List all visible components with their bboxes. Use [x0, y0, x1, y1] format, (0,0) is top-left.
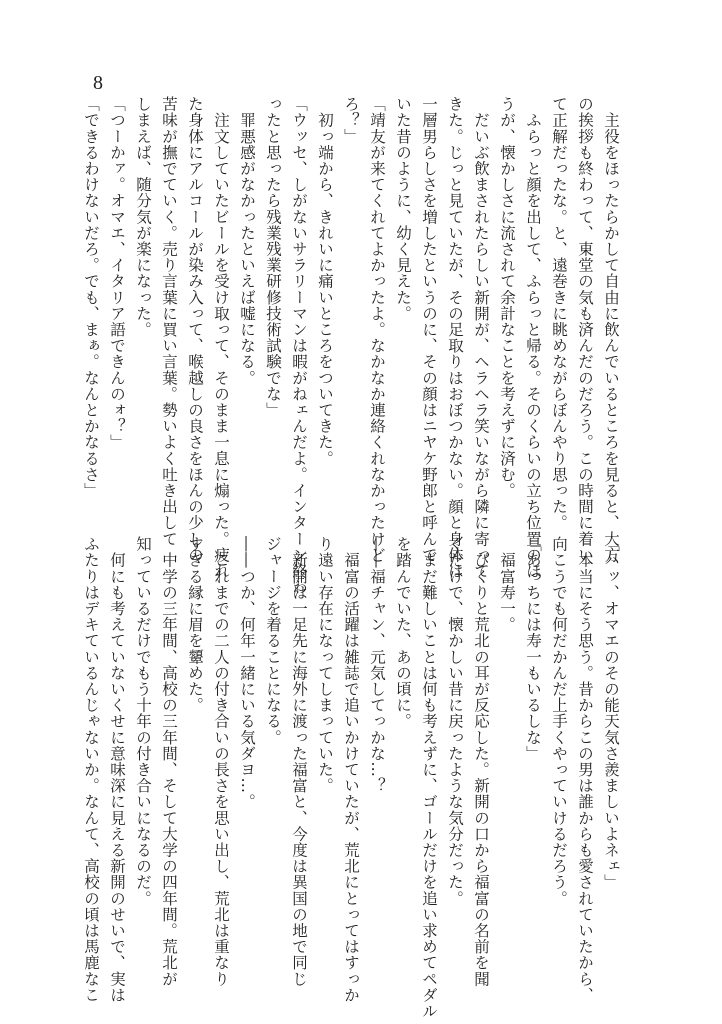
text-line: ったと思ったら残業残業研修技術試験でな」 — [264, 96, 282, 418]
text-line: 「あっちには寿一もいるしな」 — [524, 536, 542, 762]
text-line: た身体にアルコールが染み入って、喉越しの良さをほんの少しの — [186, 96, 204, 563]
text-line: うが、懐かしさに流されて余計なことを考えずに済む。 — [498, 96, 516, 499]
text-line: 知っているだけでもう十年の付き合いになるのだ。 — [134, 536, 152, 907]
text-line: きた。じっと見ていたが、その足取りはおぼつかない。顔と身体は — [446, 96, 464, 579]
text-line: を踏んでいた、あの頃に。 — [394, 536, 412, 730]
text-line: いた昔のように、幼く見えた。 — [394, 96, 412, 322]
lower-text-block — [78, 536, 624, 1019]
text-line: ふたりはデキているんじゃないか。なんて、高校の頃は馬鹿なこ — [82, 536, 100, 1003]
text-line: ――福チャン、元気してっかな…？ — [368, 536, 386, 794]
text-line: 「つーかァ。オマエ、イタリア語できんのォ？」 — [108, 96, 126, 451]
text-line: 「ハッ、オマエのその能天気さ羨ましいよネェ」 — [602, 536, 620, 891]
text-line: 福富寿一。 — [498, 536, 516, 633]
text-line: 福富の活躍は雑誌で追いかけていたが、荒北にとってはすっか — [342, 536, 360, 1003]
text-line: 「ウッセ、しがないサラリーマンは暇がねェんだよ。インターン終わ — [290, 96, 308, 596]
text-line: の挨拶も終わって、東堂の気も済んだのだろう。この時間に着い — [576, 96, 594, 563]
text-line: まだ難しいことは何も考えずに、ゴールだけを追い求めてペダル — [420, 536, 438, 1019]
text-line: ぴくりと荒北の耳が反応した。新開の口から福富の名前を聞 — [472, 536, 490, 987]
text-line: すぎる縁に眉を顰めた。 — [186, 536, 204, 714]
text-line: 本当にそう思う。昔からこの男は誰からも愛されていたから、 — [576, 536, 594, 1003]
text-line: だいぶ飲まされたらしい新開が、ヘラヘラ笑いながら隣に寄って — [472, 96, 490, 579]
text-line: 罪悪感がなかったといえば嘘になる。 — [238, 96, 256, 386]
text-line: 新開は一足先に海外に渡った福富と、今度は異国の地で同じ — [290, 536, 308, 987]
text-line: ジャージを着ることになる。 — [264, 536, 282, 746]
text-line: 「靖友が来てくれてよかったよ。なかなか連絡くれなかったけど — [368, 96, 386, 563]
text-line: 苦味が撫でていく。売り言葉に買い言葉。勢いよく吐き出して — [160, 96, 178, 547]
text-line: 注文していたビールを受け取って、そのまま一息に煽った。疲れ — [212, 96, 230, 579]
text-line: 中学の三年間、高校の三年間、そして大学の四年間。荒北が — [160, 536, 178, 987]
text-line: ろ？」 — [342, 96, 360, 145]
text-line: 初っ端から、きれいに痛いところをついてきた。 — [316, 96, 334, 467]
text-line: 向こうでも何だかんだ上手くやっていけるだろう。 — [550, 536, 568, 907]
text-line: ――つか、何年一緒にいる気ダヨ…。 — [238, 536, 256, 810]
text-line: 何にも考えていないくせに意味深に見える新開のせいで、実は — [108, 536, 126, 1003]
text-line: くだけで、懐かしい昔に戻ったような気分だった。 — [446, 536, 464, 907]
text-line: り遠い存在になってしまっていた。 — [316, 536, 334, 794]
text-line: これまでの二人の付き合いの長さを思い出し、荒北は重なり — [212, 536, 230, 987]
text-line: 主役をほったらかして自由に飲んでいるところを見ると、大方 — [602, 96, 620, 563]
page-number: 8 — [93, 72, 103, 94]
text-line: しまえば、随分気が楽になった。 — [134, 96, 152, 338]
text-line: 「できるわけないだろ。でも、まぁ。なんとかなるさ」 — [82, 96, 100, 499]
text-line: 一層男らしさを増したというのに、その顔はニヤケ野郎と呼んで — [420, 96, 438, 563]
text-line: て正解だったな。と、遠巻きに眺めながらぼんやり思った。 — [550, 96, 568, 531]
text-line: ふらっと顔を出して、ふらっと帰る。そのくらいの立ち位置のほ — [524, 96, 542, 579]
